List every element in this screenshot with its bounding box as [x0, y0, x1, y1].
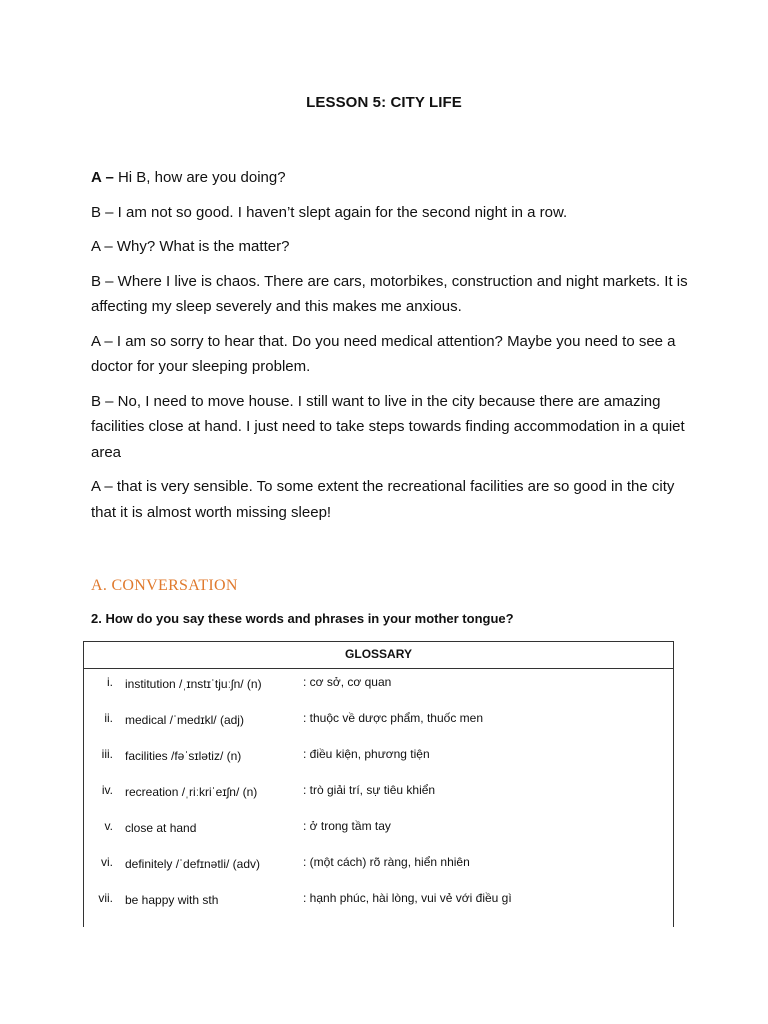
- glossary-row: [84, 813, 673, 849]
- dialogue-text: B – I am not so good. I haven’t slept again for the second night in a row.: [91, 203, 568, 221]
- glossary-term: definitely /ˈdefɪnətli/ (adv): [125, 857, 260, 871]
- row-number: iii.: [101, 747, 113, 761]
- dialogue-line: [91, 165, 691, 191]
- glossary-meaning: : (một cách) rõ ràng, hiển nhiên: [303, 855, 470, 869]
- dialogue-line: [91, 329, 691, 380]
- glossary-term: medical /ˈmedɪkl/ (adj): [125, 713, 244, 727]
- row-number: i.: [107, 675, 113, 689]
- glossary-row: [84, 777, 673, 813]
- glossary-term: institution /ˌɪnstɪˈtjuːʃn/ (n): [125, 677, 262, 691]
- glossary-term: recreation /ˌriːkriˈeɪʃn/ (n): [125, 785, 258, 799]
- glossary-term: close at hand: [125, 821, 197, 835]
- dialogue-line: [91, 389, 691, 466]
- dialogue-line: [91, 200, 691, 226]
- dialogue-line: [91, 234, 691, 260]
- dialogue-text: B – Where I live is chaos. There are cars, motorbikes, construction and night markets. It is affecting my sleep severely and this makes me anxious.: [91, 272, 688, 315]
- glossary-row: [84, 849, 673, 885]
- glossary-term: facilities /fəˈsɪlətiz/ (n): [125, 749, 242, 763]
- dialogue: [91, 165, 691, 534]
- question-text: 2. How do you say these words and phrases in your mother tongue?: [91, 611, 514, 626]
- dialogue-line: [91, 474, 691, 525]
- glossary-meaning: : hạnh phúc, hài lòng, vui vẻ với điều gì: [303, 891, 512, 905]
- dialogue-text: A – that is very sensible. To some extent the recreational facilities are so good in the city that it is almost worth missing sleep!: [91, 478, 675, 521]
- glossary-term: be happy with sth: [125, 893, 219, 907]
- dialogue-text: B – No, I need to move house. I still want to live in the city because there are amazing facilities close at hand. I just need to take steps towards finding accommodation in a quiet area: [91, 392, 685, 461]
- dialogue-text: Hi B, how are you doing?: [113, 169, 286, 186]
- row-number: vii.: [98, 891, 113, 905]
- glossary-meaning: : ở trong tầm tay: [303, 819, 391, 833]
- section-heading: A. CONVERSATION: [91, 577, 238, 594]
- glossary-meaning: : trò giải trí, sự tiêu khiển: [303, 783, 436, 797]
- glossary-meaning: : điều kiện, phương tiện: [303, 747, 430, 761]
- glossary-row: [84, 741, 673, 777]
- glossary-meaning: : thuộc về dược phẩm, thuốc men: [303, 711, 483, 725]
- speaker-label: A –: [91, 169, 114, 186]
- dialogue-text: A – Why? What is the matter?: [91, 238, 290, 255]
- dialogue-text: A – I am so sorry to hear that. Do you need medical attention? Maybe you need to see a doctor for your sleeping problem.: [91, 332, 676, 375]
- glossary-meaning: : cơ sở, cơ quan: [303, 675, 392, 689]
- glossary-row: [84, 705, 673, 741]
- row-number: ii.: [104, 711, 113, 725]
- dialogue-line: [91, 269, 691, 320]
- page-title: LESSON 5: CITY LIFE: [306, 94, 462, 111]
- glossary-row: [84, 669, 673, 705]
- glossary-header: GLOSSARY: [84, 642, 673, 669]
- glossary-row: [84, 885, 673, 921]
- glossary-table: [83, 641, 674, 927]
- row-number: iv.: [101, 783, 113, 797]
- row-number: v.: [104, 819, 113, 833]
- row-number: vi.: [101, 855, 113, 869]
